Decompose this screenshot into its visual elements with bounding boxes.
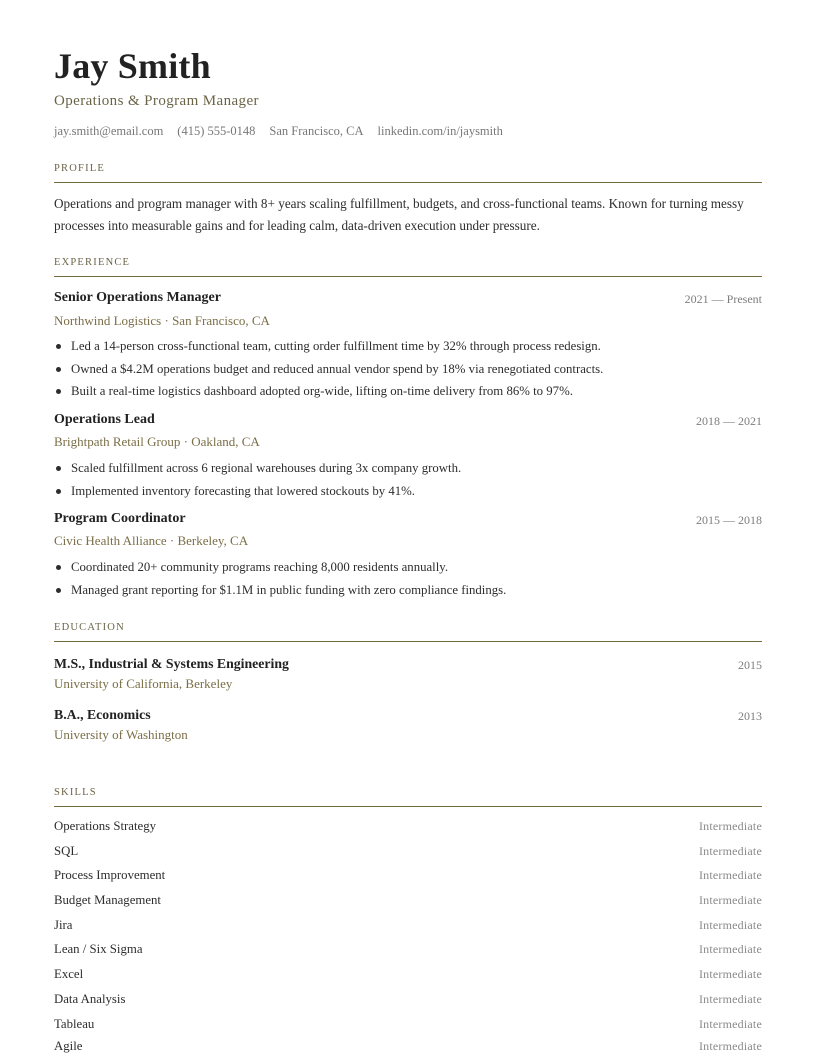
bullet-text: Scaled fulfillment across 6 regional warehouses during 3x company growth.	[71, 461, 462, 475]
skill-level: Intermediate	[698, 843, 762, 858]
skill-row	[54, 1014, 762, 1034]
experience-divider	[54, 276, 762, 277]
job-bullet	[54, 556, 762, 579]
skill-row	[54, 915, 762, 935]
skill-name: SQL	[54, 843, 79, 858]
profile-section-title: PROFILE	[54, 163, 105, 174]
skill-name: Excel	[54, 966, 84, 981]
education-school: University of Washington	[54, 727, 188, 742]
skills-section-title: SKILLS	[54, 787, 97, 798]
job-role: Senior Operations Manager	[54, 290, 221, 305]
education-divider	[54, 641, 762, 642]
experience-section-title: EXPERIENCE	[54, 257, 131, 268]
bullet-text: Owned a $4.2M operations budget and reduced annual vendor spend by 18% via renegotiated contracts.	[71, 361, 604, 376]
contact-phone: (415) 555-0148	[177, 124, 256, 138]
profile-divider	[54, 182, 762, 183]
skill-row	[54, 816, 762, 836]
job-bullets	[54, 457, 762, 502]
skill-row	[54, 1036, 762, 1056]
education-year: 2013	[738, 709, 762, 723]
skill-name: Tableau	[54, 1016, 95, 1031]
job-bullets	[54, 556, 762, 601]
job-dates: 2018 — 2021	[696, 414, 762, 428]
bullet-text: Implemented inventory forecasting that lowered stockouts by 41%.	[71, 483, 416, 498]
candidate-name: Jay Smith	[54, 46, 211, 86]
bullet-text: Built a real-time logistics dashboard adopted org-wide, lifting on-time delivery from 86% to 97%.	[71, 384, 573, 398]
education-year: 2015	[738, 658, 762, 672]
skill-level: Intermediate	[698, 1016, 762, 1031]
job-bullet	[54, 480, 762, 503]
bullet-icon	[56, 344, 61, 349]
job-company: Brightpath Retail Group · Oakland, CA	[54, 434, 260, 449]
candidate-headline: Operations & Program Manager	[54, 93, 259, 109]
skill-level: Intermediate	[698, 991, 762, 1006]
job-bullet	[54, 380, 762, 403]
education-section-title: EDUCATION	[54, 622, 125, 633]
education-degree: B.A., Economics	[54, 707, 151, 722]
job-company: Civic Health Alliance · Berkeley, CA	[54, 533, 249, 548]
job-role: Program Coordinator	[54, 511, 186, 526]
skill-row	[54, 939, 762, 959]
skill-name: Budget Management	[54, 892, 161, 907]
bullet-icon	[56, 489, 61, 494]
job-dates: 2021 — Present	[684, 292, 762, 306]
job-bullet	[54, 358, 762, 381]
skill-level: Intermediate	[698, 917, 762, 932]
skill-name: Operations Strategy	[54, 818, 156, 833]
skill-row	[54, 890, 762, 910]
skill-row	[54, 841, 762, 861]
job-company: Northwind Logistics · San Francisco, CA	[54, 313, 270, 328]
skill-name: Jira	[54, 917, 73, 932]
contact-linkedin[interactable]: linkedin.com/in/jaysmith	[377, 124, 503, 138]
job-bullet	[54, 335, 762, 358]
skill-row	[54, 989, 762, 1009]
job-bullet	[54, 579, 762, 602]
skill-level: Intermediate	[698, 941, 762, 956]
bullet-text: Coordinated 20+ community programs reaching 8,000 residents annually.	[71, 560, 449, 574]
skill-level: Intermediate	[698, 966, 762, 981]
skill-name: Process Improvement	[54, 867, 166, 882]
bullet-text: Managed grant reporting for $1.1M in public funding with zero compliance findings.	[71, 582, 507, 597]
job-role: Operations Lead	[54, 412, 155, 427]
education-school: University of California, Berkeley	[54, 676, 233, 691]
skill-name: Lean / Six Sigma	[54, 941, 143, 956]
skill-level: Intermediate	[698, 1038, 762, 1053]
skill-level: Intermediate	[698, 818, 762, 833]
bullet-icon	[56, 367, 61, 372]
profile-summary: Operations and program manager with 8+ years scaling fulfillment, budgets, and cross-functional teams. Known for turning messy processes into measurable gains and for leading calm, data-driven execution under pressure.	[54, 196, 744, 233]
bullet-icon	[56, 389, 61, 394]
job-bullets	[54, 335, 762, 403]
skill-name: Agile	[54, 1038, 83, 1053]
skill-level: Intermediate	[698, 892, 762, 907]
bullet-icon	[56, 588, 61, 593]
skills-divider	[54, 806, 762, 807]
bullet-icon	[56, 565, 61, 570]
contact-email[interactable]: jay.smith@email.com	[54, 124, 164, 138]
contact-line	[54, 122, 503, 140]
contact-location: San Francisco, CA	[269, 124, 364, 138]
skill-level: Intermediate	[698, 867, 762, 882]
skill-row	[54, 865, 762, 885]
job-dates: 2015 — 2018	[696, 513, 762, 527]
skill-row	[54, 964, 762, 984]
job-bullet	[54, 457, 762, 480]
bullet-text: Led a 14-person cross-functional team, cutting order fulfillment time by 32% through process redesign.	[71, 339, 601, 353]
education-degree: M.S., Industrial & Systems Engineering	[54, 656, 289, 671]
bullet-icon	[56, 466, 61, 471]
skill-name: Data Analysis	[54, 991, 126, 1006]
